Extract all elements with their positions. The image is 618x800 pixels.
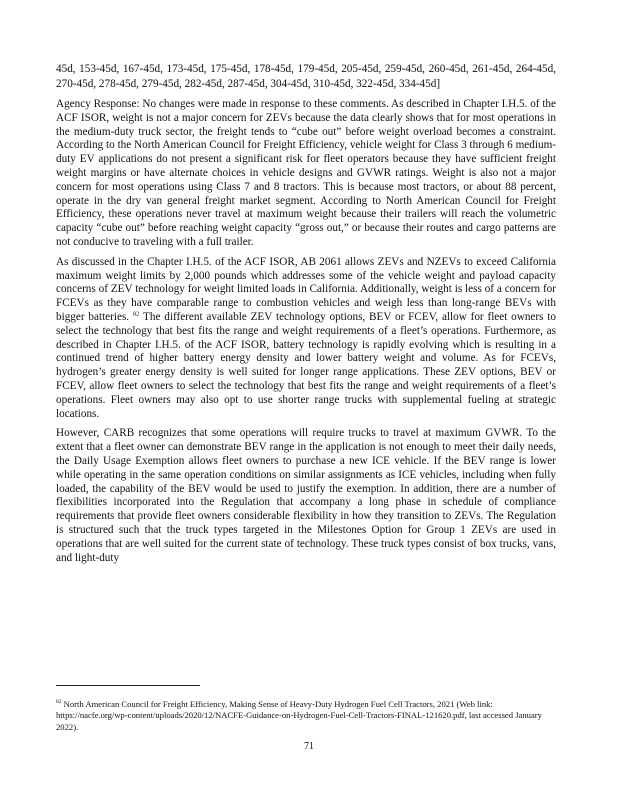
footnote (56, 697, 556, 733)
agency-response-paragraph: Agency Response: No changes were made in response to these comments. As described in Chapter I.H.5. of the ACF ISOR, weight is not a major concern for ZEVs because the data clearly shows that for most operations in the medium-duty truck sector, the freight tends to “cube out” before weight overload becomes a constraint. According to the North American Council for Freight Efficiency, vehicle weight for Class 3 through 6 medium-duty EV applications do not present a significant risk for fleet operators because they have sufficient freight weight margins or have alternate choices in vehicle designs and GVWR ratings. Weight is also not a major concern for most operations using Class 7 and 8 tractors. This is because most tractors, or about 88 percent, operate in the dry van general freight market segment. According to North American Council for Freight Efficiency, these operations never travel at maximum weight because their trailers will reach the volumetric capacity “cube out” before reaching weight capacity “gross out,” or because their routes and cargo patterns are not conducive to traveling with a full trailer. (56, 98, 556, 248)
footnote-number: 82 (56, 699, 62, 705)
page-number: 71 (304, 741, 314, 752)
footnote-divider (56, 685, 200, 686)
footnote-text: North American Council for Freight Efficiency, Making Sense of Heavy-Duty Hydrogen Fuel Cell Tractors, 2021 (Web link: https://nacfe.org/wp-content/uploads/2020/12/NACFE-Guidance-on-Hydrogen-Fuel-Cell-Tractors-FINAL-121620.pdf, last accessed January 2022). (56, 698, 542, 732)
weight-limits-text: As discussed in the Chapter I.H.5. of the ACF ISOR, AB 2061 allows ZEVs and NZEVs to exceed California maximum weight limits by 2,000 pounds which addresses some of the vehicle weight and payload capacity concerns of ZEV technology for weight limited loads in California. Additionally, weight is less of a concern for FCEVs as they have comparable range to combustion vehicles and weigh less than long-range BEVs with bigger batteries. (56, 255, 556, 323)
weight-limits-paragraph (56, 256, 556, 422)
max-gvwr-paragraph: However, CARB recognizes that some operations will require trucks to travel at maximum GVWR. To the extent that a fleet owner can demonstrate BEV range in the application is not enough to meet their daily needs, the Daily Usage Exemption allows fleet owners to purchase a new ICE vehicle. If the BEV range is lower while operating in the same operation conditions on similar assignments as ICE vehicles, including when fully loaded, the capability of the BEV would be used to justify the exemption. In addition, there are a number of flexibilities incorporated into the Regulation that accompany a long phase in schedule of compliance requirements that provide fleet owners considerable flexibility in how they transition to ZEVs. The Regulation is structured such that the truck types targeted in the Milestones Option for Group 1 ZEVs are used in operations that are well suited for the current state of technology. These truck types consist of box trucks, vans, and light-duty (56, 427, 556, 564)
comment-references: 45d, 153-45d, 167-45d, 173-45d, 175-45d, 178-45d, 179-45d, 205-45d, 259-45d, 260-45d, 261-45d, 264-45d, 270-45d, 278-45d, 279-45d, 282-45d, 287-45d, 304-45d, 310-45d, 322-45d, 334-45d] (56, 63, 556, 90)
footnote-reference: 82 (132, 310, 140, 318)
sentence-start: The (143, 310, 161, 323)
zev-options-text: different available ZEV technology options, BEV or FCEV, allow for fleet owners to select the technology that best fits the range and weight requirements of a fleet’s operations. Furthermore, as described in Chapter I.H.5. of the ACF ISOR, battery technology is rapidly evolving which is resulting in a continued trend of higher battery energy density and lower battery weight and volume. As for FCEVs, hydrogen’s greater energy density is well suited for longer range applications. These ZEV options, BEV or FCEV, allow fleet owners to select the technology that best fits the range and weight requirements of a fleet’s operations. Fleet owners may also opt to use shorter range trucks with supplemental fueling at strategic locations. (56, 310, 556, 420)
page-body (56, 62, 556, 571)
